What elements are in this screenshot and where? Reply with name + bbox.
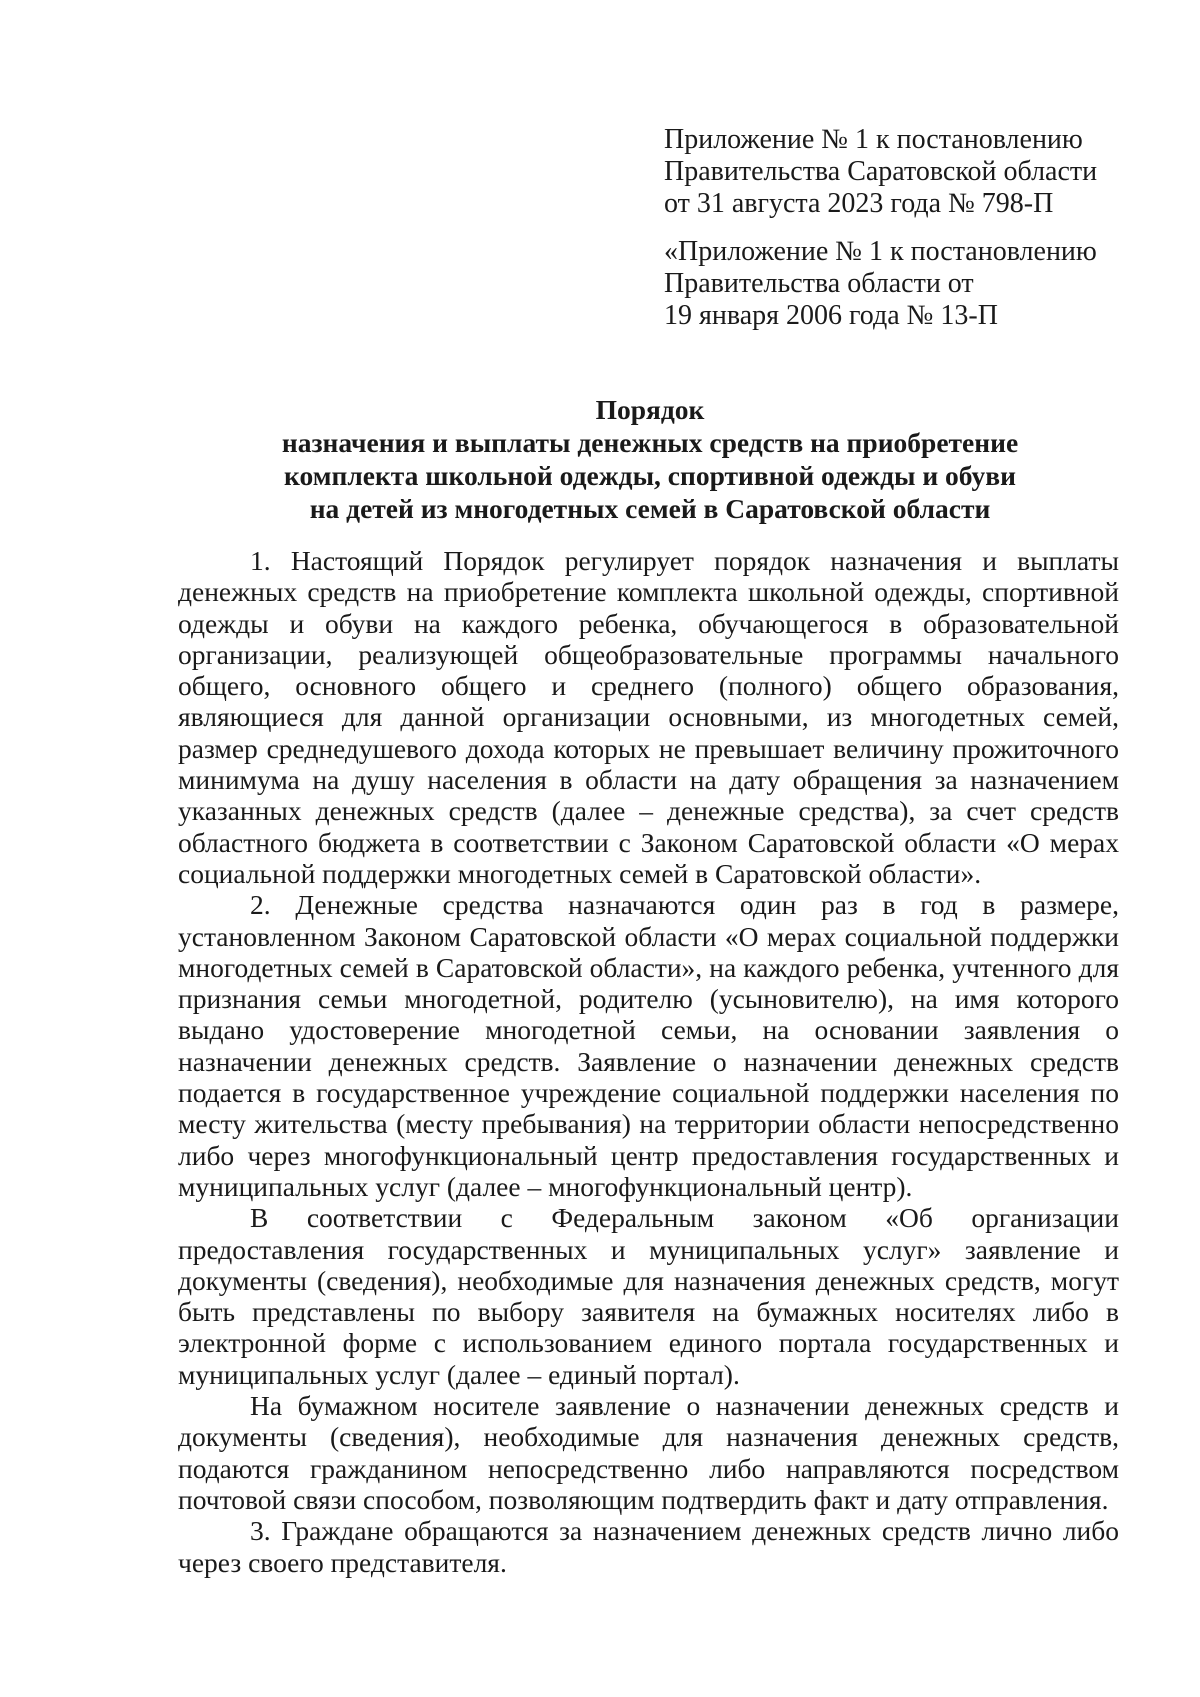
- paragraph-3: 3. Граждане обращаются за назначением денежных средств лично либо через своего представителя.: [178, 1515, 1119, 1578]
- paragraph-2-paper-submission: На бумажном носителе заявление о назначении денежных средств и документы (сведения), необходимые для назначения денежных средств, подаются гражданином непосредственно либо направляются посредством почтовой связи способом, позволяющим подтвердить факт и дату отправления.: [178, 1390, 1119, 1515]
- document-title: [180, 393, 1120, 525]
- title-heading: Порядок: [595, 394, 705, 425]
- attachment-line: Правительства Саратовской области: [664, 156, 1098, 187]
- document-body: [178, 545, 1119, 1578]
- paragraph-2: 2. Денежные средства назначаются один раз в год в размере, установленном Законом Саратовской области «О мерах социальной поддержки многодетных семей в Саратовской области», на каждого ребенка, учтенного для признания семьи многодетной, родителю (усыновителю), на имя которого выдано удостоверение многодетной семьи, на основании заявления о назначении денежных средств. Заявление о назначении денежных средств подается в государственное учреждение социальной поддержки населения по месту жительства (месту пребывания) на территории области непосредственно либо через многофункциональный центр предоставления государственных и муниципальных услуг (далее – многофункциональный центр).: [178, 889, 1119, 1202]
- attachment-line: от 31 августа 2023 года № 798-П: [664, 188, 1054, 219]
- title-subtitle-line: комплекта школьной одежды, спортивной одежды и обуви: [284, 460, 1016, 491]
- attachment-line: 19 января 2006 года № 13-П: [664, 300, 998, 331]
- attachment-line: «Приложение № 1 к постановлению: [664, 236, 1097, 267]
- attachment-header-previous: [664, 236, 1134, 332]
- title-subtitle-line: на детей из многодетных семей в Саратовской области: [309, 493, 991, 524]
- paragraph-2-federal-law: В соответствии с Федеральным законом «Об организации предоставления государственных и муниципальных услуг» заявление и документы (сведения), необходимые для назначения денежных средств, могут быть представлены по выбору заявителя на бумажных носителях либо в электронной форме с использованием единого портала государственных и муниципальных услуг (далее – единый портал).: [178, 1202, 1119, 1390]
- paragraph-1: 1. Настоящий Порядок регулирует порядок назначения и выплаты денежных средств на приобретение комплекта школьной одежды, спортивной одежды и обуви на каждого ребенка, обучающегося в образовательной организации, реализующей общеобразовательные программы начального общего, основного общего и среднего (полного) общего образования, являющиеся для данной организации основными, из многодетных семей, размер среднедушевого дохода которых не превышает величину прожиточного минимума на душу населения в области на дату обращения за назначением указанных денежных средств (далее – денежные средства), за счет средств областного бюджета в соответствии с Законом Саратовской области «О мерах социальной поддержки многодетных семей в Саратовской области».: [178, 545, 1119, 889]
- attachment-header-current: [664, 124, 1134, 220]
- title-subtitle-line: назначения и выплаты денежных средств на приобретение: [281, 427, 1019, 458]
- attachment-line: Правительства области от: [664, 268, 974, 299]
- attachment-line: Приложение № 1 к постановлению: [664, 124, 1083, 155]
